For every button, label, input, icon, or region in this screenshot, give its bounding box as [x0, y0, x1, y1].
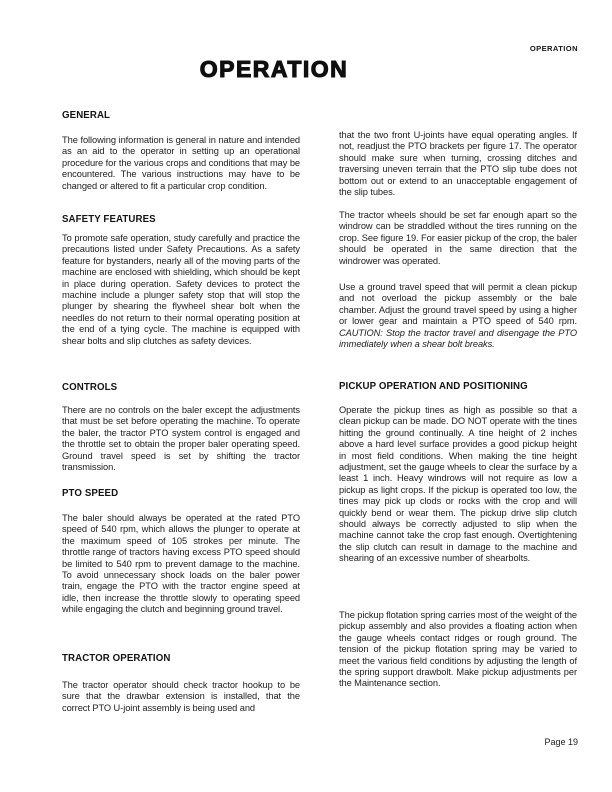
- section-heading-pto-speed: PTO SPEED: [62, 488, 119, 499]
- paragraph-tractor-wheels: The tractor wheels should be set far enough apart so the windrow can be straddled without the tires running on the crop. See figure 19. For easier pickup of the crop, the baler should be operated in the same direction that the windrower was operated.: [339, 210, 578, 266]
- paragraph-pickup-operation: Operate the pickup tines as high as possible so that a clean pickup can be made. DO NOT operate with the tines hitting the ground continually. A tine height of 2 inches above a hard level surface provides a good pickup height in most field conditions. When making the tine height adjustment, set the gauge wheels to clear the surface by a least 1 inch. Heavy windrows will not require as low a pickup as light crops. If the pickup is operated too low, the tines may pick up clods or rocks with the crop and will quickly bend or wear them. The pickup drive slip clutch should always be correctly adjusted to slip when the machine cannot take the crop fast enough. Overtightening the slip clutch can result in damage to the machine and shearing of an excessive number of shearbolts.: [339, 405, 577, 564]
- paragraph-ground-speed: [339, 282, 577, 350]
- section-heading-pickup-operation: PICKUP OPERATION AND POSITIONING: [339, 381, 528, 392]
- paragraph-tractor-operation-continued: that the two front U-joints have equal operating angles. If not, readjust the PTO brackets per figure 17. The operator should make sure when turning, crossing ditches and traversing uneven terrain that the PTO slip tube does not bottom out or extend to an unacceptable engagement of the slip tubes.: [339, 130, 577, 198]
- paragraph-tractor-operation: The tractor operator should check tractor hookup to be sure that the drawbar extension is installed, that the correct PTO U-joint assembly is being used and: [62, 680, 300, 713]
- paragraph-pto-speed: The baler should always be operated at the rated PTO speed of 540 rpm, which allows the plunger to operate at the maximum speed of 105 strokes per minute. The throttle range of tractors having excess PTO speed should be limited to 540 rpm to prevent damage to the machine. To avoid unnecessary shock loads on the baler power train, engage the PTO with the tractor engine speed at idle, then increase the throttle slowly to operating speed while engaging the clutch and beginning ground travel.: [62, 513, 300, 615]
- right-column: [339, 0, 577, 792]
- paragraph-controls: There are no controls on the baler except the adjustments that must be set before operating the machine. To operate the baler, the tractor PTO system control is engaged and the throttle set to obtain the proper baler operating speed. Ground travel speed is set by shifting the tractor transmission.: [62, 405, 300, 473]
- paragraph-pickup-flotation: The pickup flotation spring carries most of the weight of the pickup assembly and also provides a floating action when the gauge wheels contact ridges or rough ground. The tension of the pickup flotation spring may be varied to meet the various field conditions by adjusting the length of the spring support drawbolt. Make pickup adjustments per the Maintenance section.: [339, 610, 577, 689]
- section-heading-general: GENERAL: [62, 110, 111, 121]
- caution-text: CAUTION: Stop the tractor travel and disengage the PTO immediately when a shear bolt breaks.: [339, 327, 577, 350]
- page-number: Page 19: [544, 737, 578, 747]
- paragraph-safety-features: To promote safe operation, study carefully and practice the precautions listed under Safety Precautions. As a safety feature for bystanders, nearly all of the moving parts of the machine are enclosed with shielding, which should be kept in place during operation. Safety devices to protect the machine include a plunger safety stop that will stop the plunger by shearing the flywheel shear bolt when the needles do not return to their normal operating position at the end of a tying cycle. The machine is equipped with shear bolts and slip clutches as safety devices.: [62, 233, 300, 346]
- section-heading-safety-features: SAFETY FEATURES: [62, 214, 156, 225]
- running-header: OPERATION: [529, 44, 578, 53]
- paragraph-ground-speed-text: Use a ground travel speed that will permit a clean pickup and not overload the pickup assembly or the bale chamber. Adjust the ground travel speed by using a higher or lower gear and maintain a PTO speed of 540 rpm.: [339, 282, 577, 327]
- page-title: OPERATION: [199, 56, 349, 82]
- left-column: [62, 0, 300, 792]
- section-heading-controls: CONTROLS: [62, 382, 118, 393]
- paragraph-general: The following information is general in nature and intended as an aid to the operator in setting up an operational procedure for the various crops and conditions that may be encountered. The various instructions may have to be changed or altered to fit a particular crop condition.: [62, 135, 300, 191]
- section-heading-tractor-operation: TRACTOR OPERATION: [62, 653, 171, 664]
